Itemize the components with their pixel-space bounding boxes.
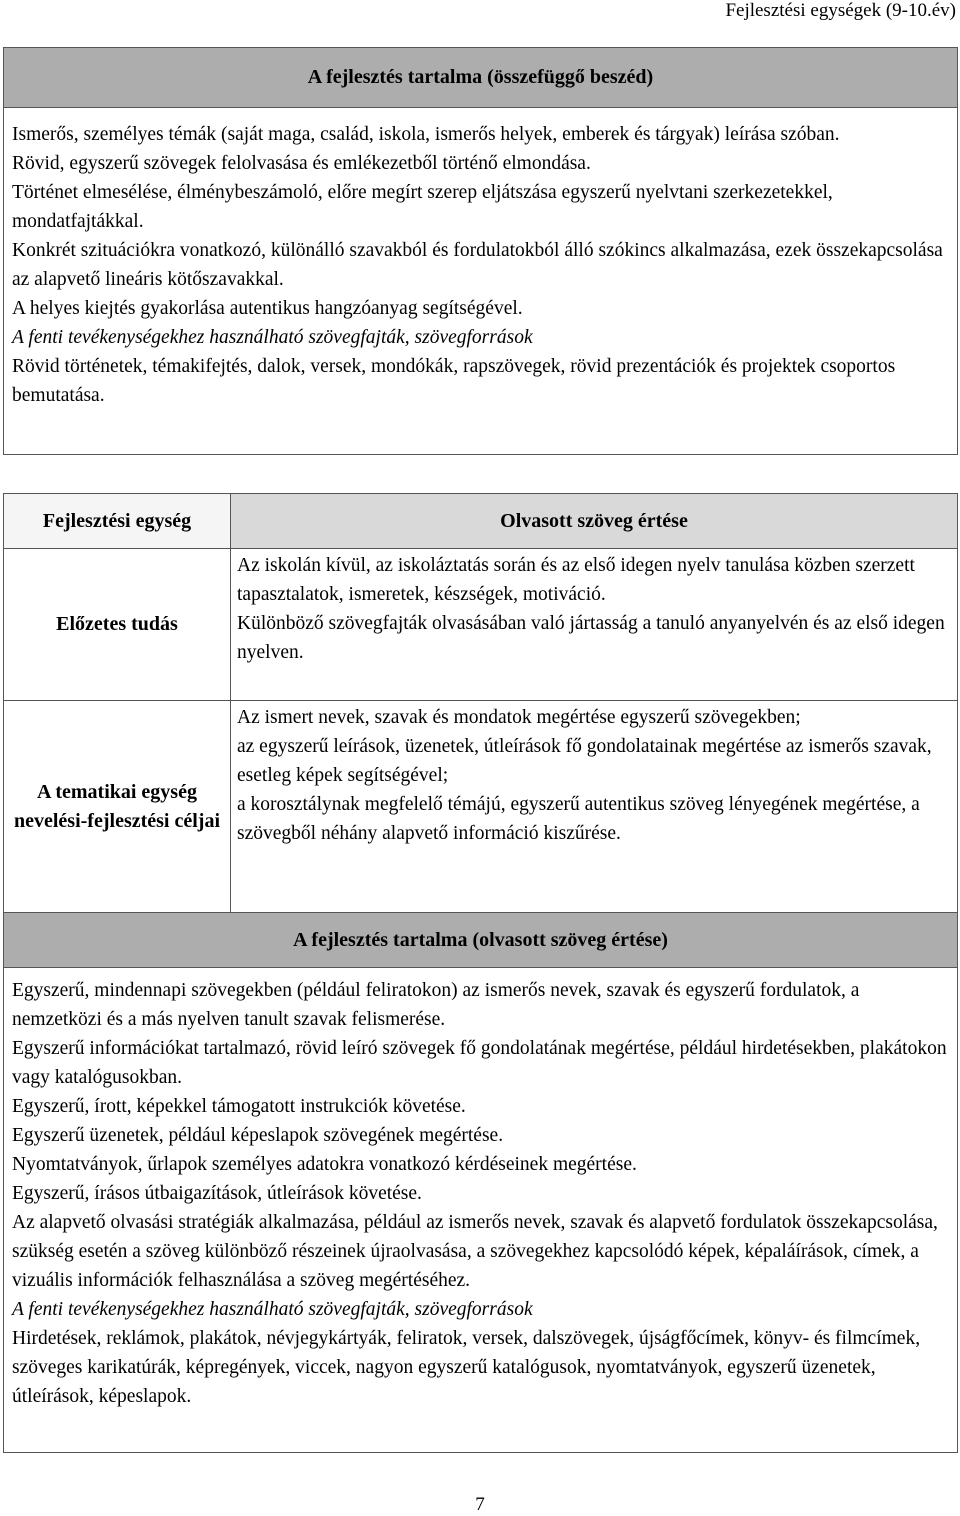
- section-body: [4, 108, 958, 455]
- prior-knowledge-cell: [231, 549, 958, 701]
- page-number: 7: [475, 1494, 485, 1515]
- goals-label: A tematikai egység nevelési-fejlesztési céljai: [4, 701, 231, 913]
- text-types-heading: A fenti tevékenységekhez használható szövegfajták, szövegforrások: [12, 1299, 533, 1320]
- content-line: Egyszerű, írásos útbaigazítások, útleírások követése.: [12, 1183, 422, 1204]
- content-line: Történet elmesélése, élménybeszámoló, előre megírt szerep eljátszása egyszerű nyelvtani szerkezetekkel, mondatfajtákkal.: [12, 182, 833, 232]
- running-title: Fejlesztési egységek (9-10.év): [725, 0, 956, 21]
- content-line: A helyes kiejtés gyakorlása autentikus hangzóanyag segítségével.: [12, 298, 523, 319]
- goals-line: az egyszerű leírások, üzenetek, útleírások fő gondolatainak megértése az ismerős szavak, esetleg képek segítségével;: [237, 736, 932, 786]
- prior-knowledge-line: Különböző szövegfajták olvasásában való jártasság a tanuló anyanyelvén és az első idegen nyelven.: [237, 613, 945, 663]
- reading-unit-table: [3, 493, 958, 1453]
- text-types-heading: A fenti tevékenységekhez használható szövegfajták, szövegforrások: [12, 327, 533, 348]
- content-line: Egyszerű információkat tartalmazó, rövid leíró szövegek fő gondolatának megértése, például hirdetésekben, plakátokon vagy katalógusokban.: [12, 1038, 947, 1088]
- content-body: [4, 968, 958, 1453]
- speech-content-table: [3, 47, 958, 455]
- goals-cell: [231, 701, 958, 913]
- content-line: Egyszerű üzenetek, például képeslapok szövegének megértése.: [12, 1125, 504, 1146]
- goals-line: Az ismert nevek, szavak és mondatok megértése egyszerű szövegekben;: [237, 707, 801, 728]
- content-line: Az alapvető olvasási stratégiák alkalmazása, például az ismerős nevek, szavak és alapvető fordulatok összekapcsolása, szükség esetén a szöveg különböző részeinek újraolvasása, a szövegekhez kapcsolódó képek, képaláírások, címek, a vizuális információk felhasználása a szöveg megértéséhez.: [12, 1212, 938, 1291]
- content-line: Egyszerű, mindennapi szövegekben (például feliratokon) az ismerős nevek, szavak és egyszerű fordulatok, a nemzetközi és a más nyelven tanult szavak felismerése.: [12, 980, 860, 1030]
- prior-knowledge-label: Előzetes tudás: [4, 549, 231, 701]
- content-title: A fejlesztés tartalma (olvasott szöveg értése): [4, 913, 958, 968]
- content-line: Egyszerű, írott, képekkel támogatott instrukciók követése.: [12, 1096, 466, 1117]
- content-line: Nyomtatványok, űrlapok személyes adatokra vonatkozó kérdéseinek megértése.: [12, 1154, 637, 1175]
- unit-label: Fejlesztési egység: [4, 494, 231, 549]
- content-line: Ismerős, személyes témák (saját maga, család, iskola, ismerős helyek, emberek és tárgyak) leírása szóban.: [12, 124, 840, 145]
- content-line: Konkrét szituációkra vonatkozó, különálló szavakból és fordulatokból álló szókincs alkalmazása, ezek összekapcsolása az alapvető lineáris kötőszavakkal.: [12, 240, 943, 290]
- content-line: Rövid, egyszerű szövegek felolvasása és emlékezetből történő elmondása.: [12, 153, 591, 174]
- text-types-list: Hirdetések, reklámok, plakátok, névjegykártyák, feliratok, versek, dalszövegek, újságfőcímek, könyv- és filmcímek, szöveges karikatúrák, képregények, viccek, nagyon egyszerű katalógusok, nyomtatványok, egyszerű üzenetek, útleírások, képeslapok.: [12, 1328, 921, 1407]
- text-types-list: Rövid történetek, témakifejtés, dalok, versek, mondókák, rapszövegek, rövid prezentációk és projektek csoportos bemutatása.: [12, 356, 896, 406]
- section-title: A fejlesztés tartalma (összefüggő beszéd): [4, 48, 958, 108]
- prior-knowledge-line: Az iskolán kívül, az iskoláztatás során és az első idegen nyelv tanulása közben szerzett tapasztalatok, ismeretek, készségek, motiváció.: [237, 555, 915, 605]
- goals-line: a korosztálynak megfelelő témájú, egyszerű autentikus szöveg lényegének megértése, a szövegből néhány alapvető információ kiszűrése.: [237, 794, 920, 844]
- unit-value: Olvasott szöveg értése: [231, 494, 958, 549]
